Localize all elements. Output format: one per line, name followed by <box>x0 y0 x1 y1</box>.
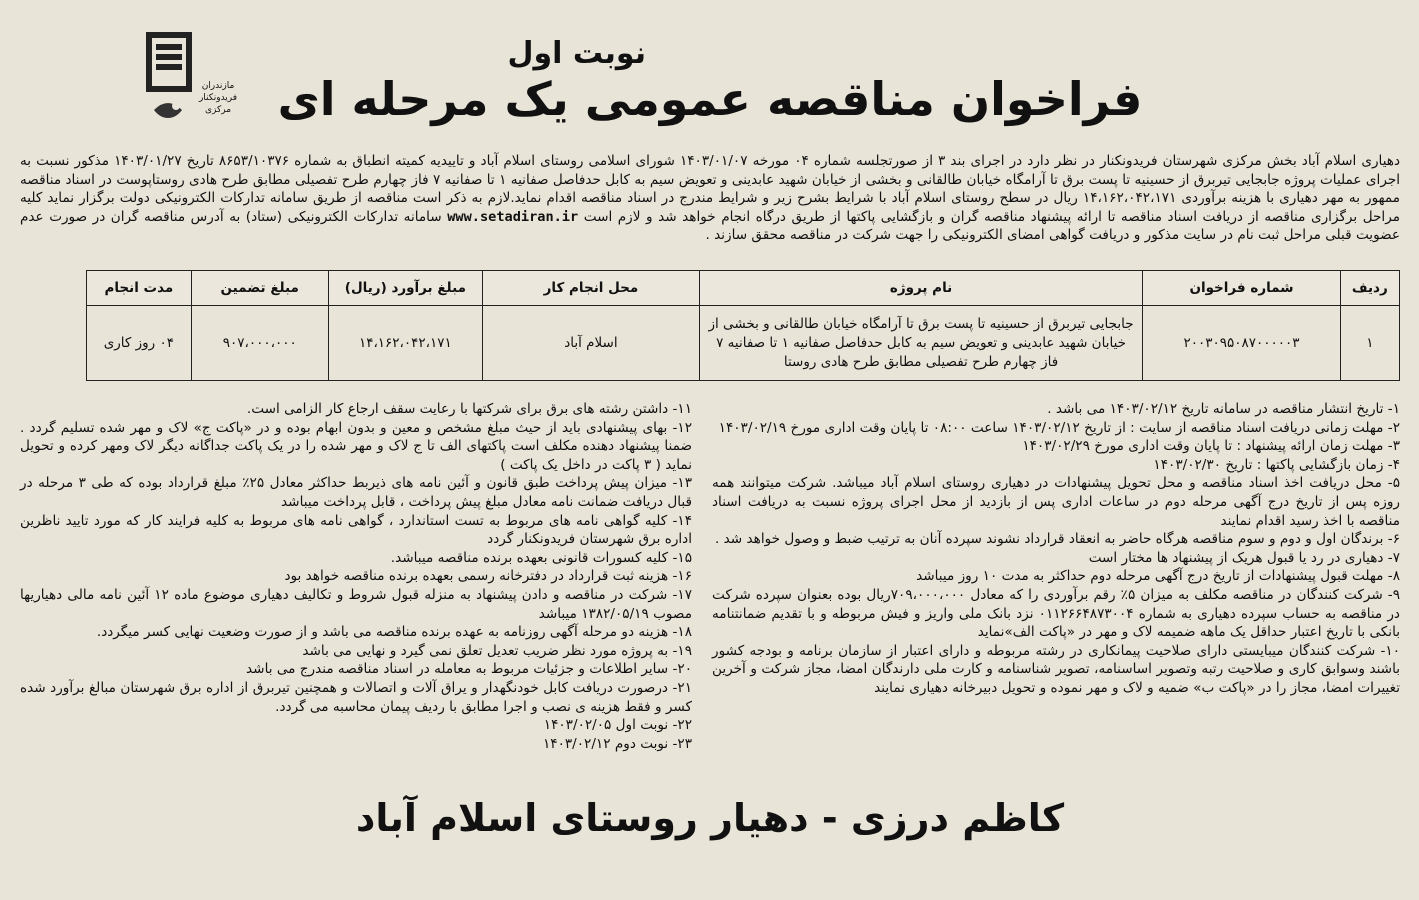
logo-caption: مازندران فریدونکنار مرکزی <box>198 81 238 115</box>
col-mablagh: مبلغ برآورد (ریال) <box>328 271 482 306</box>
table-row <box>87 306 1400 381</box>
tender-notice-page <box>12 0 1408 900</box>
col-modat: مدت انجام <box>87 271 192 306</box>
round-label: نوبت اول <box>507 36 646 71</box>
condition-item: ۲- مهلت زمانی دریافت اسناد مناقصه از سایت : از تاریخ ۱۴۰۳/۰۲/۱۲ ساعت ۰۸:۰۰ تا پایان وقت اداری مورخ ۱۴۰۳/۰۲/۱۹ <box>718 419 1400 436</box>
signature: کاظم درزی - دهیار روستای اسلام آباد <box>355 796 1065 840</box>
condition-item: ۱۸- هزینه دو مرحله آگهی روزنامه به عهده برنده مناقصه می باشد و از صورت وضعیت نهایی کسر میگردد. <box>96 624 692 641</box>
condition-item: ۱۷- شرکت در مناقصه و دادن پیشنهاد به منزله قبول شروط و تکالیف دهیاری موضوع ماده ۱۲ آئین نامه مالی دهیاریها مصوب ۱۳۸۲/۰۵/۱۹ میباشد <box>20 586 693 622</box>
setadiran-link[interactable]: www.setadiran.ir <box>447 208 579 225</box>
page-title: فراخوان مناقصه عمومی یک مرحله ای <box>277 72 1143 126</box>
conditions-section <box>20 400 1400 770</box>
condition-item: ۱۵- کلیه کسورات قانونی بعهده برنده مناقصه میباشد. <box>390 549 692 566</box>
cell-mablagh: ۱۴،۱۶۲،۰۴۲،۱۷۱ <box>328 306 482 381</box>
conditions-right-column <box>712 400 1400 698</box>
condition-item: ۱۴- کلیه گواهی نامه های مربوط به تست استاندارد ، گواهی نامه های مربوط به کلیه فرایند کار که مورد تایید ناظرین اداره برق شهرستان فریدونکنار گردد <box>20 512 692 548</box>
condition-item: ۱۰- شرکت کنندگان میبایستی دارای صلاحیت پیمانکاری در رشته مربوطه و دارای اعتبار از سازمان برنامه و بودجه کشور باشند وسوابق کاری و صلاحیت رتبه وتصویر اساسنامه، تصویر شناسنامه و کارت ملی دارندگان امضا، مجاز شرکت و آخرین تغییرات امضا، مجاز را در «پاکت ب» ضمیه و لاک و مهر نموده و تحویل دبیرخانه دهیاری نمایند <box>712 642 1400 696</box>
cell-project: جابجایی تیربرق از حسینیه تا پست برق تا آرامگاه خیابان طالقانی و بخشی از خیابان شهید عابدینی و تعویض سیم به کابل حدفاصل صفانیه ۱ تا صفانیه ۷ فاز چهارم طرح تفصیلی مطابق طرح هادی روستا <box>699 306 1142 381</box>
cell-tazmin: ۹۰۷،۰۰۰،۰۰۰ <box>191 306 328 381</box>
conditions-left-column <box>20 400 692 753</box>
cell-radif: ۱ <box>1340 306 1399 381</box>
col-tazmin: مبلغ تضمین <box>191 271 328 306</box>
condition-item: ۱۱- داشتن رشته های برق برای شرکتها با رعایت سقف ارجاع کار الزامی است. <box>246 401 692 417</box>
condition-item: ۱۲- بهای پیشنهادی باید از حیث مبلغ مشخص و معین و بدون ابهام بوده و در «پاکت ج» لاک و مهر شده تسلیم گردد . ضمنا پیشنهاد دهنده مکلف است پاکتهای الف تا ج لاک و مهر شده را در یک پاکت جداگانه دیگر لاک ومهر کرده و تحویل نماید ( ۳ پاکت در داخل یک پاکت ) <box>20 419 692 473</box>
municipality-logo <box>124 22 236 134</box>
cell-shomare: ۲۰۰۳۰۹۵۰۸۷۰۰۰۰۰۳ <box>1143 306 1340 381</box>
col-mahal: محل انجام کار <box>483 271 700 306</box>
condition-item: ۱۹- به پروژه مورد نظر ضریب تعدیل تعلق نمی گیرد و نهایی می باشد <box>302 642 692 659</box>
cell-mahal: اسلام آباد <box>483 306 700 381</box>
condition-item: ۵- محل دریافت اخذ اسناد مناقصه و محل تحویل پیشنهادات در دهیاری روستای اسلام آباد میباشد. شرکت میتوانند همه روزه پس از تاریخ درج آگهی مرحله دوم در ساعات اداری پس از بازدید از محل اجرای پروژه نسبت به دریافت اسناد مناقصه با اخذ رسید اقدام نمایند <box>712 475 1400 529</box>
condition-item: ۲۰- سایر اطلاعات و جزئیات مربوط به معامله در اسناد مناقصه مندرج می باشد <box>246 661 692 678</box>
condition-item: ۲۱- درصورت دریافت کابل خودنگهدار و یراق آلات و اتصالات و همچنین تیربرق از اداره برق شهرستان مبالغ برآورد شده کسر و فقط هزینه ی نصب و اجرا مطابق با ردیف پیمان محاسبه می گردد. <box>20 679 692 715</box>
tender-table <box>86 270 1400 381</box>
intro-text: دهیاری اسلام آباد بخش مرکزی شهرستان فریدونکنار در نظر دارد در اجرای بند ۳ از صورتجلسه شماره ۰۴ مورخه ۱۴۰۳/۰۱/۰۷ شورای اسلامی روستای اسلام آباد و تاییدیه کمیته انطباق به شماره ۸۶۵۳/۱۰۳۷۶ تاریخ ۱۴۰۳/۰۱/۲۷ مذکور نسبت به اجرای عملیات پروژه جابجایی تیربرق از حسینیه تا پست برق تا آرامگاه خیابان طالقانی و بخشی از خیابان شهید عابدینی و تعویض سیم به کابل حدفاصل صفانیه ۱ تا صفانیه ۷ فاز چهارم طرح تفصیلی مطابق طرح هادی روستاپوست در اسناد مناقصه ممهور به مهر دهیاری با هزینه برآوردی ۱۴،۱۶۲،۰۴۲،۱۷۱ ریال در سطح روستای اسلام آباد با شرایط بشرح زیر و شرایط مندرج در اسناد مناقصه اقدام نماید.لازم به ذکر است مناقصه از طریق سامانه تدارکات الکترونیکی دولت برگزار نماید کلیه مراحل برگزاری مناقصه از دریافت اسناد مناقصه تا ارائه پیشنهاد مناقصه گران و بازگشایی پاکتها از طریق درگاه انجام خواهد شد و لازم است <box>20 153 1401 225</box>
intro-text-2: سامانه تدارکات الکترونیکی (ستاد) به آدرس مناقصه گران در صورت عدم عضویت قبلی مراحل ثبت نام در سایت مذکور و دریافت گواهی امضای الکترونیکی را جهت شرکت در مناقصه محقق سازند . <box>20 208 1400 243</box>
condition-item: ۴- زمان بازگشایی پاکتها : تاریخ ۱۴۰۳/۰۲/۳۰ <box>1153 456 1400 473</box>
condition-item: ۲۲- نوبت اول ۱۴۰۳/۰۲/۰۵ <box>543 717 692 734</box>
logo-emblem-icon <box>124 22 236 134</box>
condition-item: ۱۳- میزان پیش پرداخت طبق قانون و آئین نامه های ذیربط حداکثر معادل ۲۵٪ مبلغ قرارداد بوده که طی ۳ مرحله در قبال دریافت ضمانت نامه معادل مبلغ پیش پرداخت ، قابل پرداخت میباشد <box>20 475 692 510</box>
condition-item: ۹- شرکت کنندگان در مناقصه مکلف به میزان ۵٪ رقم برآوردی را که معادل ۷۰۹،۰۰۰،۰۰۰ریال بوده بعنوان سپرده شرکت در مناقصه به حساب سپرده دهیاری به شماره ۰۱۱۲۶۶۴۸۷۳۰۰۴ نزد بانک ملی واریز و فیش مربوطه و با تقدیم ضمانتنامه بانکی با تاریخ اعتبار حداقل یک ماهه ضمیمه لاک و مهر در «پاکت الف»نماید <box>712 586 1400 641</box>
table-header-row <box>87 271 1400 306</box>
intro-paragraph <box>20 152 1400 245</box>
col-shomare: شماره فراخوان <box>1143 271 1340 306</box>
condition-item: ۶- برندگان اول و دوم و سوم مناقصه هرگاه حاضر به انعقاد قرارداد نشوند سپرده آنان به ترتیب ضبط و وصول خواهد شد . <box>715 531 1400 548</box>
condition-item: ۸- مهلت قبول پیشنهادات از تاریخ درج آگهی مرحله دوم حداکثر به مدت ۱۰ روز میباشد <box>916 568 1400 585</box>
col-radif: ردیف <box>1340 271 1399 306</box>
col-project: نام پروژه <box>699 271 1142 306</box>
condition-item: ۲۳- نوبت دوم ۱۴۰۳/۰۲/۱۲ <box>542 735 692 752</box>
condition-item: ۱- تاریخ انتشار مناقصه در سامانه تاریخ ۱۴۰۳/۰۲/۱۲ می باشد . <box>1047 401 1400 417</box>
condition-item: ۱۶- هزینه ثبت قرارداد در دفترخانه رسمی بعهده برنده مناقصه خواهد بود <box>284 568 692 585</box>
condition-item: ۷- دهیاری در رد یا قبول هریک از پیشنهاد ها مختار است <box>1088 549 1400 566</box>
condition-item: ۳- مهلت زمان ارائه پیشنهاد : تا پایان وقت اداری مورخ ۱۴۰۳/۰۲/۲۹ <box>1022 438 1400 455</box>
cell-modat: ۰۴ روز کاری <box>87 306 192 381</box>
